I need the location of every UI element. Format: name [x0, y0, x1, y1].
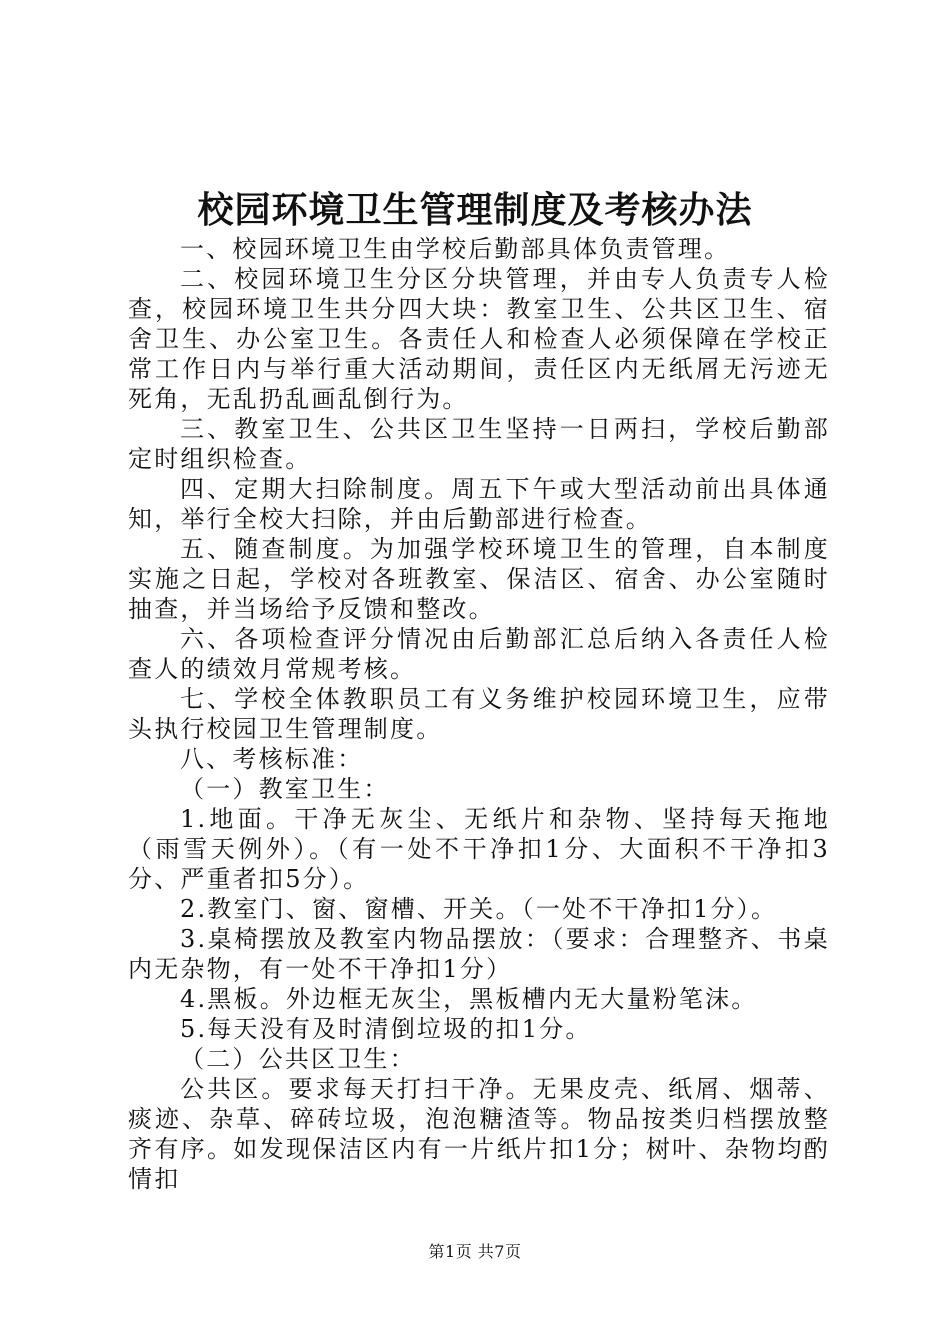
paragraph: 三、教室卫生、公共区卫生坚持一日两扫，学校后勤部定时组织检查。 [128, 415, 830, 473]
paragraph: 四、定期大扫除制度。周五下午或大型活动前出具体通知，举行全校大扫除，并由后勤部进行检查。 [128, 475, 830, 533]
subsection-heading: （二）公共区卫生： [180, 1045, 416, 1073]
section-heading: 八、考核标准： [180, 745, 364, 773]
list-item: 4.黑板。外边框无灰尘，黑板槽内无大量粉笔沫。 [180, 985, 758, 1013]
paragraph: 二、校园环境卫生分区分块管理，并由专人负责专人检查，校园环境卫生共分四大块：教室卫生、公共区卫生、宿舍卫生、办公室卫生。各责任人和检查人必须保障在学校正常工作日内与举行重大活动期间，责任区内无纸屑无污迹无死角，无乱扔乱画乱倒行为。 [128, 265, 830, 413]
list-item: 1.地面。干净无灰尘、无纸片和杂物、坚持每天拖地（雨雪天例外）。（有一处不干净扣1分、大面积不干净扣3分、严重者扣5分）。 [128, 805, 830, 893]
document-title: 校园环境卫生管理制度及考核办法 [197, 189, 753, 231]
list-item: 3.桌椅摆放及教室内物品摆放：（要求：合理整齐、书桌内无杂物，有一处不干净扣1分） [128, 925, 830, 983]
page-number-footer: 第1页 共7页 [428, 1242, 522, 1261]
paragraph: 公共区。要求每天打扫干净。无果皮壳、纸屑、烟蒂、痰迹、杂草、碎砖垃圾，泡泡糖渣等。物品按类归档摆放整齐有序。如发现保洁区内有一片纸片扣1分；树叶、杂物均酌情扣 [128, 1075, 830, 1193]
document-body [128, 234, 830, 1194]
paragraph: 六、各项检查评分情况由后勤部汇总后纳入各责任人检查人的绩效月常规考核。 [128, 625, 830, 683]
list-item: 5.每天没有及时清倒垃圾的扣1分。 [180, 1015, 592, 1043]
list-item: 2.教室门、窗、窗槽、开关。（一处不干净扣1分）。 [180, 895, 778, 923]
paragraph: 五、随查制度。为加强学校环境卫生的管理，自本制度实施之日起，学校对各班教室、保洁区、宿舍、办公室随时抽查，并当场给予反馈和整改。 [128, 535, 830, 623]
subsection-heading: （一）教室卫生： [180, 775, 390, 803]
paragraph: 七、学校全体教职员工有义务维护校园环境卫生，应带头执行校园卫生管理制度。 [128, 685, 830, 743]
paragraph: 一、校园环境卫生由学校后勤部具体负责管理。 [180, 235, 731, 263]
